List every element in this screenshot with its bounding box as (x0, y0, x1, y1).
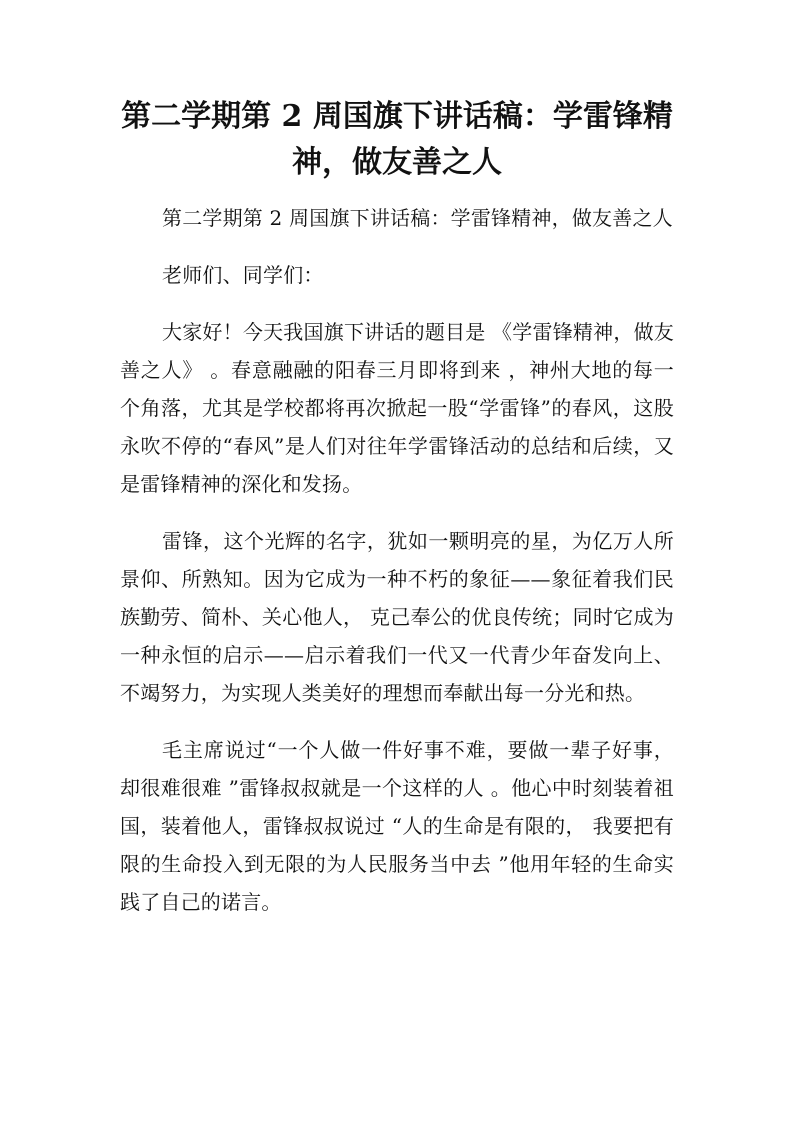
document-title: 第二学期第 2 周国旗下讲话稿：学雷锋精神，做友善之人 (121, 99, 673, 180)
paragraph-intro: 大家好！今天我国旗下讲话的题目是 《学雷锋精神，做友善之人》 。春意融融的阳春三月即将到来 ，神州大地的每一个角落，尤其是学校都将再次掀起一股“学雷锋”的春风，这股永吹不停的“春风”是人们对往年学雷锋活动的总结和后续，又是雷锋精神的深化和发扬。 (120, 320, 674, 496)
paragraph-subtitle: 第二学期第 2 周国旗下讲话稿：学雷锋精神，做友善之人 (162, 206, 673, 230)
paragraph-leifeng-meaning: 雷锋，这个光辉的名字，犹如一颗明亮的星，为亿万人所景仰、所熟知。因为它成为一种不朽的象征——象征着我们民族勤劳、简朴、关心他人， 克己奉公的优良传统；同时它成为一种永恒的启示——启示着我们一代又一代青少年奋发向上、不竭努力，为实现人类美好的理想而奉献出每一分光和热。 (120, 529, 674, 705)
paragraph-greeting: 老师们、同学们： (162, 263, 324, 287)
document-body (120, 199, 674, 940)
paragraph-mao-quote: 毛主席说过“一个人做一件好事不难，要做一辈子好事，却很难很难 ”雷锋叔叔就是一个这样的人 。他心中时刻装着祖国，装着他人，雷锋叔叔说过 “人的生命是有限的， 我要把有限的生命投入到无限的为人民服务当中去 ”他用年轻的生命实践了自己的诺言。 (120, 738, 674, 914)
